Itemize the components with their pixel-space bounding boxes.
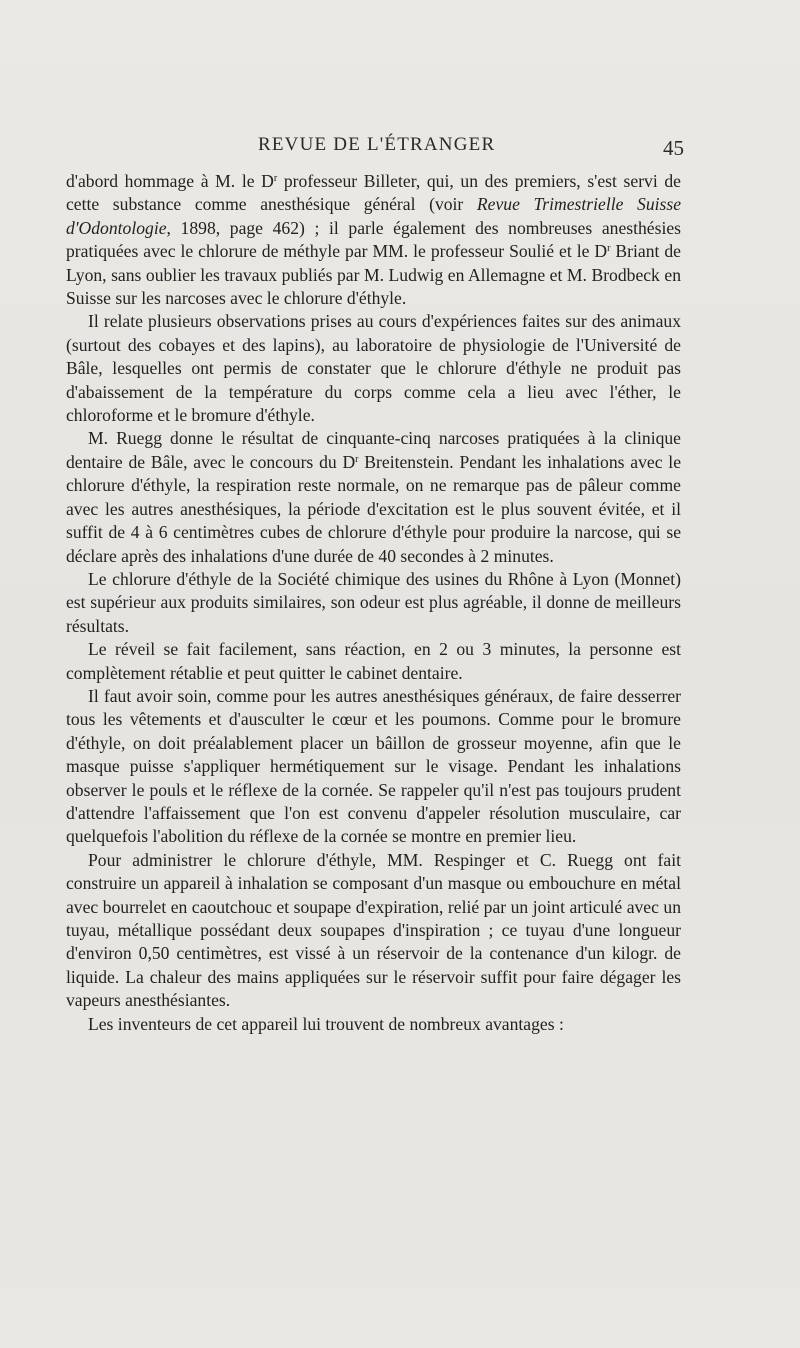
paragraph-2: Il relate plusieurs observations prises au cours d'expériences faites sur des animaux (surtout des cobayes et des lapins), au laboratoire de physiologie de l'Université de Bâle, lesquelles ont permis de constater que le chlorure d'éthyle ne produit pas d'abaissement de la température du corps comme cela a lieu avec l'éther, le chloroforme et le bromure d'éthyle. [66,311,681,426]
paragraph-6: Il faut avoir soin, comme pour les autres anesthésiques généraux, de faire desserrer tous les vêtements et d'ausculter le cœur et les poumons. Comme pour le bromure d'éthyle, on doit préalablement placer un bâillon de grosseur moyenne, afin que le masque puisse s'appliquer hermétiquement sur le visage. Pendant les inhalations observer le pouls et le réflexe de la cornée. Se rappeler qu'il n'est pas toujours prudent d'attendre l'affaissement que l'on est convenu d'appeler résolution musculaire, car quelquefois l'abolition du réflexe de la cornée se montre en premier lieu. [66,685,681,847]
page-header [66,134,686,164]
paragraph-3-text-b: Breitenstein. Pendant les inhalations avec le chlorure d'éthyle, la respiration reste normale, on ne remarque pas de pâleur comme avec les autres anesthésiques, la période d'excitation est le plus souvent évitée, et il suffit de 4 à 6 centimètres cubes de chlorure d'éthyle pour produire la narcose, qui se déclare après des inhalations d'une durée de 40 secondes à 2 minutes. [66,451,681,566]
superscript-r: r [607,243,611,255]
paragraph-5: Le réveil se fait facilement, sans réaction, en 2 ou 3 minutes, la personne est complètement rétablie et peut quitter le cabinet dentaire. [66,639,681,683]
journal-title: Revue Trimestrielle Suisse d'Odontologie [66,194,682,238]
paragraph-3-text-a: M. Ruegg donne le résultat de cinquante-cinq narcoses pratiquées à la clinique dentaire de Bâle, avec le concours du D [66,428,681,472]
paragraph-1-text-c: , 1898, page 462) ; il parle également des nombreuses anesthésies pratiquées avec le chlorure de méthyle par MM. le professeur Soulié et le D [66,217,681,262]
body-text [66,170,681,1036]
superscript-r: r [273,173,278,184]
paragraph-1-text-d: Briant de Lyon, sans oublier les travaux publiés par M. Ludwig en Allemagne et M. Brodbeck en Suisse sur les narcoses avec le chlorure d'éthyle. [66,241,681,309]
running-head: REVUE DE L'ÉTRANGER [258,134,496,155]
paragraph-3 [66,427,681,567]
superscript-r: r [355,453,359,465]
paragraph-7: Pour administrer le chlorure d'éthyle, MM. Respinger et C. Ruegg ont fait construire un appareil à inhalation se composant d'un masque ou embouchure en métal avec bourrelet en caoutchouc et soupape d'expiration, relié par un joint articulé avec un tuyau, métallique possédant deux soupapes d'inspiration ; ce tuyau d'une longueur d'environ 0,50 centimètres, est vissé à un réservoir de la contenance d'un kilogr. de liquide. La chaleur des mains appliquées sur le réservoir suffit pour faire dégager les vapeurs anesthésiantes. [66,849,681,1011]
page-number: 45 [663,136,684,160]
paragraph-4: Le chlorure d'éthyle de la Société chimique des usines du Rhône à Lyon (Monnet) est supérieur aux produits similaires, son odeur est plus agréable, il donne de meilleurs résultats. [66,568,681,636]
paragraph-1 [66,170,681,310]
paragraph-1-text-a: d'abord hommage à M. le D [66,171,274,191]
paragraph-1-text-b: professeur Billeter, qui, un des premiers, s'est servi de cette substance comme anesthésique général (voir [66,171,681,215]
paragraph-8: Les inventeurs de cet appareil lui trouvent de nombreux avantages : [88,1013,564,1034]
